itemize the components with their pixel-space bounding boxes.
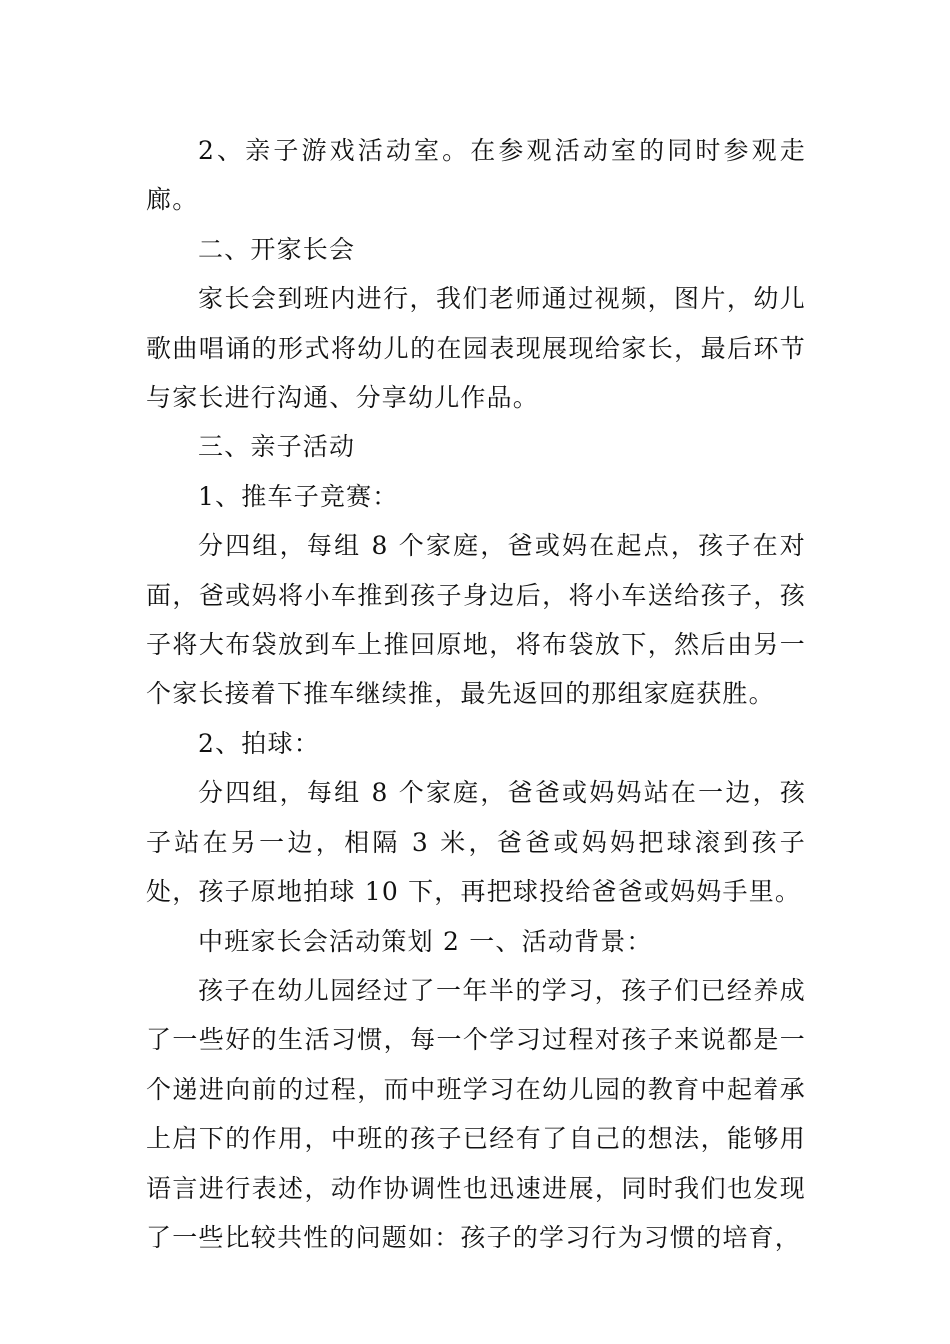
paragraph-visit-activity-room: 2、亲子游戏活动室。在参观活动室的同时参观走廊。	[146, 136, 806, 215]
heading-ball-bounce: 2、拍球：	[198, 728, 320, 758]
document-body	[146, 126, 806, 1262]
heading-parent-meeting: 二、开家长会	[198, 234, 356, 264]
heading-cart-race: 1、推车子竞赛：	[198, 481, 399, 511]
heading-parent-child-activity: 三、亲子活动	[198, 432, 356, 462]
heading-plan-2-background: 中班家长会活动策划 2 一、活动背景：	[198, 926, 653, 956]
paragraph-parent-meeting: 家长会到班内进行，我们老师通过视频，图片，幼儿歌曲唱诵的形式将幼儿的在园表现展现给家长，最后环节与家长进行沟通、分享幼儿作品。	[146, 284, 806, 413]
paragraph-cart-race: 分四组，每组 8 个家庭，爸或妈在起点，孩子在对面，爸或妈将小车推到孩子身边后，将小车送给孩子，孩子将大布袋放到车上推回原地，将布袋放下，然后由另一个家长接着下推车继续推，最先返回的那组家庭获胜。	[146, 531, 806, 709]
paragraph-ball-bounce: 分四组，每组 8 个家庭，爸爸或妈妈站在一边，孩子站在另一边，相隔 3 米，爸爸或妈妈把球滚到孩子处，孩子原地拍球 10 下，再把球投给爸爸或妈妈手里。	[146, 778, 806, 907]
paragraph-background: 孩子在幼儿园经过了一年半的学习，孩子们已经养成了一些好的生活习惯，每一个学习过程对孩子来说都是一个递进向前的过程，而中班学习在幼儿园的教育中起着承上启下的作用，中班的孩子已经有了自己的想法，能够用语言进行表述，动作协调性也迅速进展，同时我们也发现了一些比较共性的问题如：孩子的学习行为习惯的培育，	[146, 975, 806, 1252]
